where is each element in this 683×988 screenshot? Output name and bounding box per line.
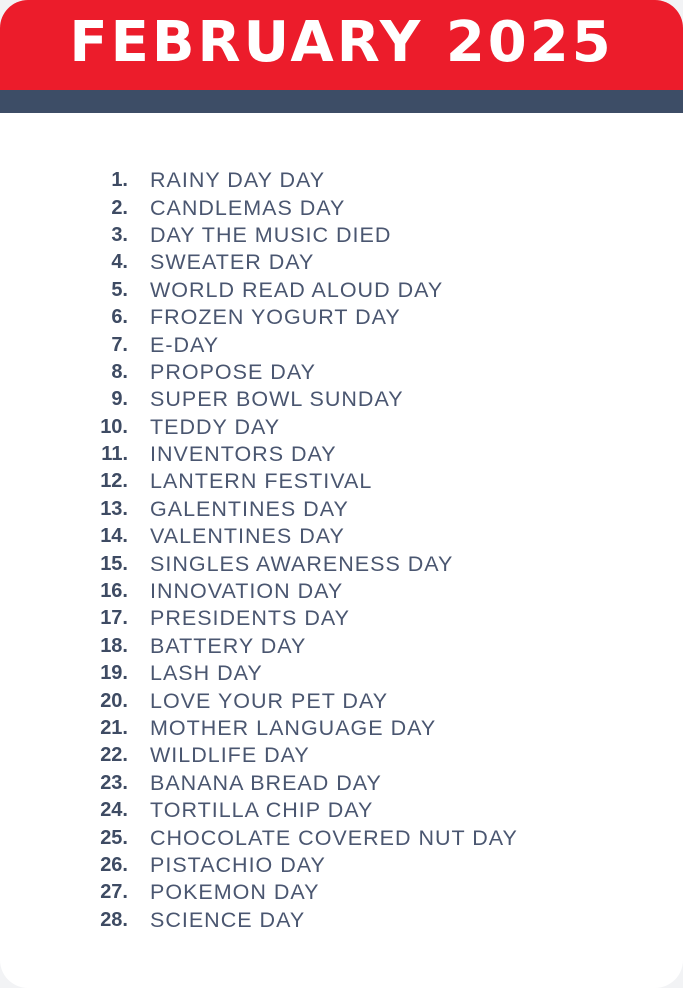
list-item xyxy=(0,578,683,605)
list-item-label: BANANA BREAD DAY xyxy=(150,770,382,795)
list-item-label: PISTACHIO DAY xyxy=(150,852,326,877)
list-item xyxy=(0,386,683,413)
list-item-number: 3. xyxy=(111,223,128,246)
list-item xyxy=(0,742,683,769)
list-item-label: CANDLEMAS DAY xyxy=(150,195,346,220)
list-item xyxy=(0,633,683,660)
list-item-label: WILDLIFE DAY xyxy=(150,743,310,768)
list-item-label: TORTILLA CHIP DAY xyxy=(150,798,374,823)
list-item xyxy=(0,496,683,523)
list-item-label: SCIENCE DAY xyxy=(150,907,306,932)
list-item xyxy=(0,879,683,906)
list-item-number: 7. xyxy=(111,333,128,356)
list-item-label: LASH DAY xyxy=(150,661,263,686)
list-item-label: GALENTINES DAY xyxy=(150,496,349,521)
list-item-number: 19. xyxy=(100,662,128,685)
list-item-number: 25. xyxy=(100,826,128,849)
list-item xyxy=(0,770,683,797)
list-item xyxy=(0,907,683,934)
list-item-number: 14. xyxy=(100,525,128,548)
list-item xyxy=(0,715,683,742)
list-item-number: 24. xyxy=(100,799,128,822)
list-item xyxy=(0,167,683,194)
list-item xyxy=(0,414,683,441)
list-item-label: BATTERY DAY xyxy=(150,633,307,658)
observance-list xyxy=(0,167,683,934)
list-item xyxy=(0,249,683,276)
list-item-label: VALENTINES DAY xyxy=(150,524,345,549)
list-item xyxy=(0,222,683,249)
list-item-number: 2. xyxy=(111,196,128,219)
list-item-label: POKEMON DAY xyxy=(150,880,320,905)
list-item-label: LOVE YOUR PET DAY xyxy=(150,688,389,713)
list-item xyxy=(0,687,683,714)
list-item xyxy=(0,824,683,851)
list-item-number: 4. xyxy=(111,251,128,274)
list-item-label: E-DAY xyxy=(150,332,220,357)
header-banner xyxy=(0,0,683,90)
header-divider-band xyxy=(0,90,683,113)
list-item-label: SUPER BOWL SUNDAY xyxy=(150,387,404,412)
list-item xyxy=(0,194,683,221)
list-item-number: 10. xyxy=(100,415,128,438)
list-item-label: RAINY DAY DAY xyxy=(150,168,326,193)
list-item xyxy=(0,468,683,495)
list-item-label: WORLD READ ALOUD DAY xyxy=(150,277,444,302)
list-item-number: 8. xyxy=(111,360,128,383)
list-item-number: 11. xyxy=(101,443,128,466)
list-item xyxy=(0,304,683,331)
list-item-label: PROPOSE DAY xyxy=(150,359,316,384)
list-item-number: 16. xyxy=(100,580,128,603)
list-item-label: PRESIDENTS DAY xyxy=(150,606,350,631)
list-item-number: 13. xyxy=(100,497,128,520)
list-item-label: MOTHER LANGUAGE DAY xyxy=(150,716,437,740)
list-item xyxy=(0,797,683,824)
list-item-number: 27. xyxy=(100,881,128,904)
list-item-number: 22. xyxy=(100,744,128,767)
page-title: FEBRUARY 2025 xyxy=(69,10,614,75)
list-item xyxy=(0,359,683,386)
list-item-number: 1. xyxy=(111,169,128,192)
list-item xyxy=(0,660,683,687)
list-item-label: SINGLES AWARENESS DAY xyxy=(150,551,454,576)
list-item-number: 5. xyxy=(111,278,128,301)
list-item xyxy=(0,852,683,879)
list-item-label: INVENTORS DAY xyxy=(150,442,337,467)
list-item-number: 20. xyxy=(100,689,128,712)
list-item xyxy=(0,550,683,577)
list-item xyxy=(0,277,683,304)
list-item-number: 12. xyxy=(100,470,128,493)
list-item xyxy=(0,331,683,358)
list-item-label: FROZEN YOGURT DAY xyxy=(150,305,401,330)
list-item xyxy=(0,605,683,632)
list-item-number: 28. xyxy=(100,908,128,931)
list-item-label: SWEATER DAY xyxy=(150,250,315,275)
list-item-label: INNOVATION DAY xyxy=(150,579,344,604)
list-item-number: 6. xyxy=(111,306,128,329)
list-item xyxy=(0,523,683,550)
list-item-number: 23. xyxy=(100,771,128,794)
list-item-number: 21. xyxy=(100,717,128,739)
list-item-number: 26. xyxy=(100,853,128,876)
list-item-label: LANTERN FESTIVAL xyxy=(150,469,373,494)
list-item xyxy=(0,441,683,468)
list-item-label: DAY THE MUSIC DIED xyxy=(150,222,392,247)
list-item-label: TEDDY DAY xyxy=(150,414,281,439)
list-item-number: 17. xyxy=(100,607,128,630)
list-item-number: 18. xyxy=(100,634,128,657)
list-item-number: 15. xyxy=(100,552,128,575)
list-item-label: CHOCOLATE COVERED NUT DAY xyxy=(150,825,518,850)
list-item-number: 9. xyxy=(111,388,128,411)
